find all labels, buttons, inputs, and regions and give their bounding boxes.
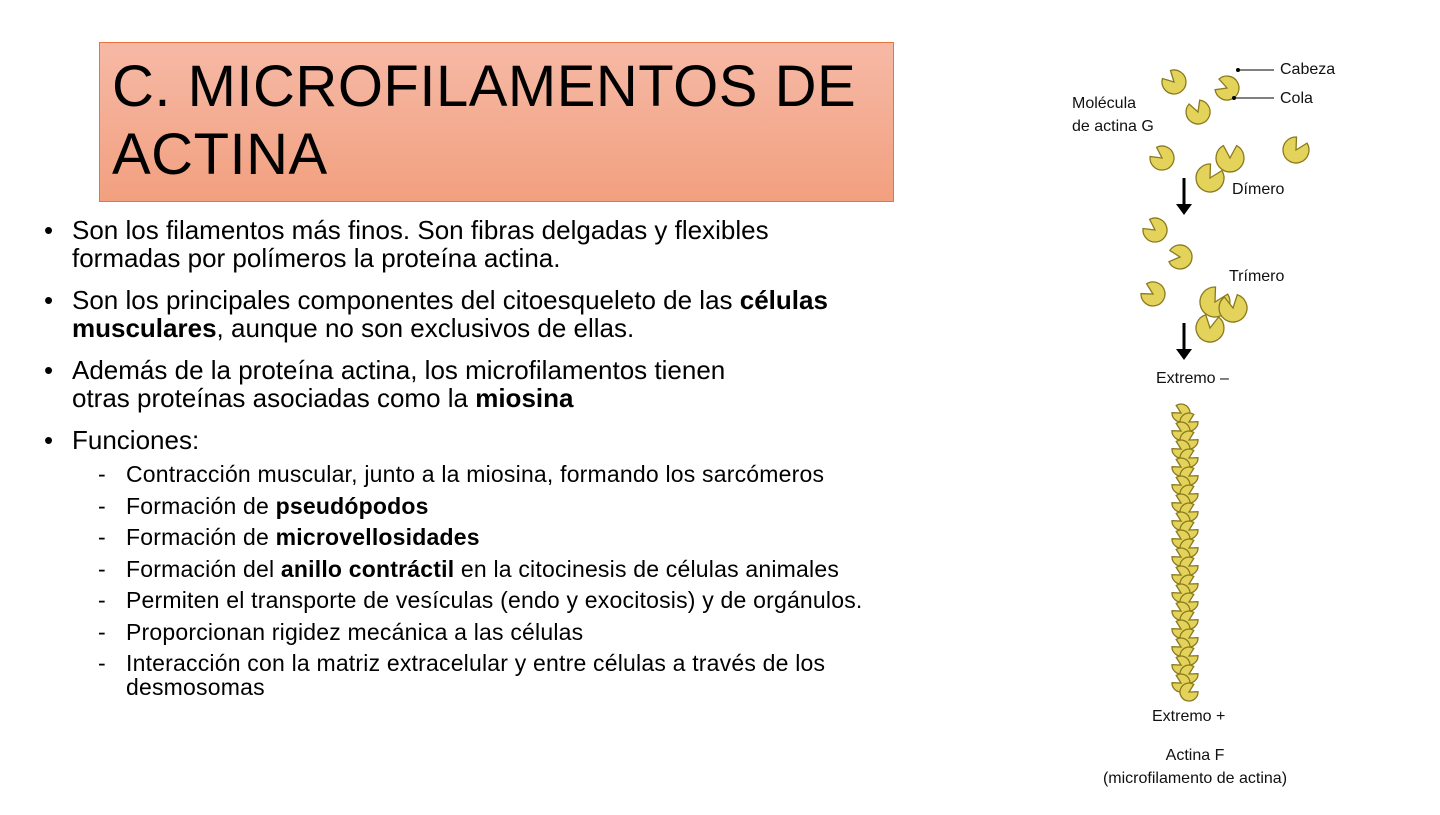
actin-monomer — [1215, 76, 1239, 100]
bullet-item-3 — [44, 356, 1034, 412]
actin-monomer — [1180, 683, 1198, 701]
function-2-line — [126, 494, 1028, 518]
function-4-bold: anillo contráctil — [280, 555, 455, 582]
actin-monomer — [1219, 295, 1247, 322]
function-2-bold: pseudópodos — [275, 492, 429, 519]
bullet-list — [44, 216, 1034, 468]
actin-diagram-graphic — [1040, 40, 1420, 810]
bullet-2-line-2 — [72, 314, 1034, 342]
function-7-line-2: desmosomas — [126, 674, 265, 700]
head-pointer-dot — [1236, 68, 1240, 72]
function-4-text-2: en la citocinesis de células animales — [454, 555, 840, 582]
bullet-item-4 — [44, 426, 1034, 454]
bullet-3-line-2 — [72, 384, 1034, 412]
function-item-1 — [98, 462, 1028, 486]
actin-monomer — [1216, 146, 1244, 172]
function-3-bold: microvellosidades — [275, 524, 480, 550]
function-4-text: Formación del — [126, 555, 281, 582]
dimer-label: Dímero — [1232, 181, 1285, 198]
actin-monomer — [1150, 146, 1174, 170]
actin-polymerization-diagram — [1040, 40, 1420, 810]
bullet-2-text-2: , aunque no son exclusivos de ellas. — [216, 313, 635, 343]
function-item-4 — [98, 557, 1028, 581]
function-item-2 — [98, 494, 1028, 518]
bullet-2-bold-2: musculares — [72, 313, 217, 343]
trimer-label: Trímero — [1229, 268, 1285, 285]
function-1-text: - Contracción muscular, junto a la miosina, formando los sarcómeros — [126, 461, 825, 487]
factin-label: Actina F (microfilamento de actina) — [1102, 747, 1288, 787]
function-item-5 — [98, 588, 1028, 612]
bullet-1-line-1: • Son los filamentos más finos. Son fibras delgadas y flexibles — [72, 215, 769, 245]
actin-monomer — [1162, 70, 1186, 94]
function-3-line — [126, 525, 1028, 549]
tail-pointer-dot — [1232, 96, 1236, 100]
bullet-3-text: otras proteínas asociadas como la — [72, 383, 476, 413]
function-item-7 — [98, 651, 1028, 699]
bullet-2-text: Son los principales componentes del citoesqueleto de las — [72, 285, 740, 315]
bullet-3-bold: miosina — [475, 383, 574, 413]
function-3-text: Formación de — [126, 524, 276, 550]
tail-label: Cola — [1280, 90, 1313, 107]
actin-monomer — [1283, 137, 1309, 163]
function-5-text: - Permiten el transporte de vesículas (endo y exocitosis) y de orgánulos. — [126, 587, 863, 613]
bullet-item-2 — [44, 286, 1034, 342]
minus-end-label: Extremo – — [1156, 370, 1229, 387]
actin-monomers — [1141, 70, 1309, 342]
actin-monomer — [1169, 245, 1192, 269]
functions-list — [98, 462, 1028, 707]
actin-monomer — [1186, 100, 1210, 124]
function-2-text: Formación de — [126, 492, 276, 519]
function-4-line — [126, 557, 1028, 581]
function-item-6 — [98, 620, 1028, 644]
arrow-down-icon — [1176, 178, 1192, 215]
molecule-label: Molécula de actina G — [1072, 95, 1154, 135]
arrow-down-icon — [1176, 323, 1192, 360]
function-7-line-1: - Interacción con la matriz extracelular y entre células a través de los — [126, 650, 826, 676]
actin-monomer — [1143, 218, 1167, 242]
bullet-item-1 — [44, 216, 1034, 272]
function-6-text: - Proporcionan rigidez mecánica a las células — [126, 618, 584, 645]
bullet-3-line-1: • Además de la proteína actina, los microfilamentos tienen — [72, 355, 726, 385]
plus-end-label: Extremo + — [1152, 708, 1226, 725]
function-item-3 — [98, 525, 1028, 549]
actin-filament — [1172, 404, 1198, 701]
functions-heading: • Funciones: — [72, 425, 200, 455]
bullet-2-bold-1: células — [739, 285, 828, 315]
page-title: C. MICROFILAMENTOS DE ACTINA — [112, 54, 857, 187]
title-box — [99, 42, 894, 202]
bullet-2-line-1 — [72, 286, 1034, 314]
head-label: Cabeza — [1280, 61, 1336, 78]
actin-monomer — [1196, 315, 1224, 342]
actin-monomer — [1141, 282, 1165, 306]
bullet-1-line-2: formadas por polímeros la proteína actina. — [72, 243, 561, 273]
